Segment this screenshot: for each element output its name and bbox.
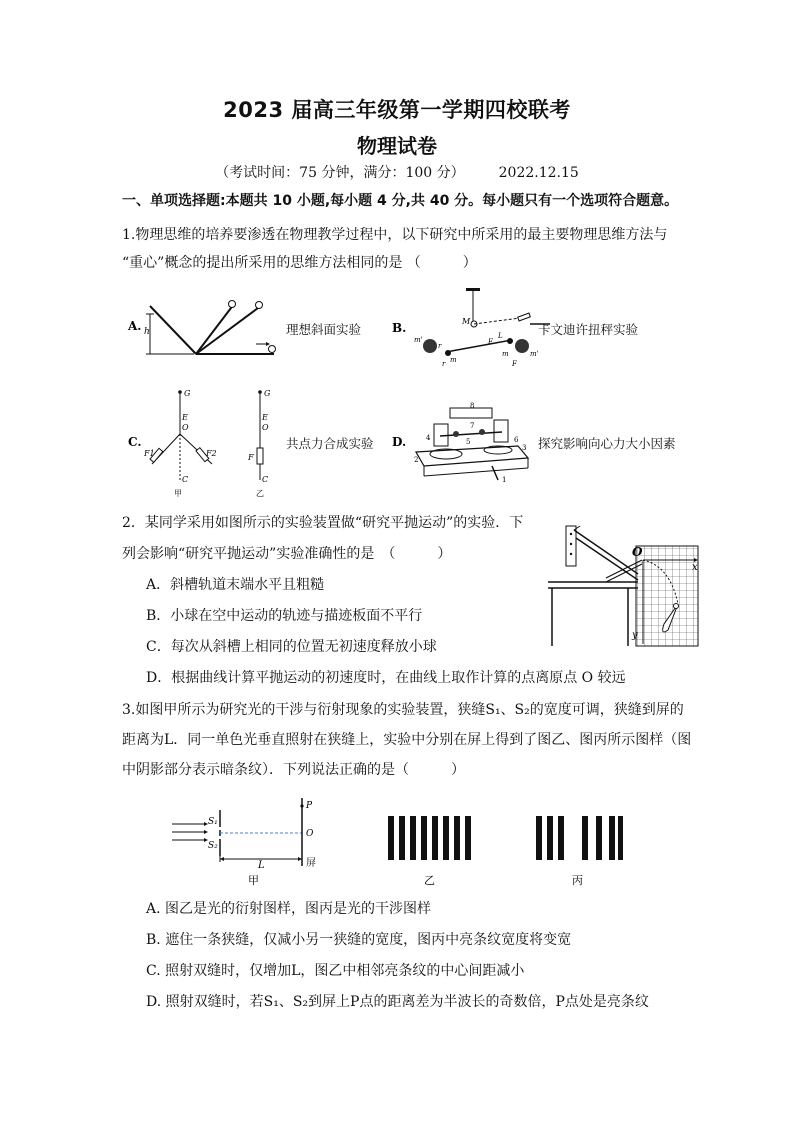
- svg-text:乙: 乙: [256, 489, 264, 498]
- q3-s1-label: S₁: [208, 817, 218, 827]
- svg-text:3: 3: [522, 444, 527, 452]
- svg-text:5: 5: [466, 438, 471, 446]
- svg-text:C: C: [262, 475, 269, 484]
- svg-text:C: C: [182, 475, 189, 484]
- svg-text:G: G: [264, 389, 271, 398]
- q3-jia-label: 甲: [248, 874, 259, 886]
- q2-option-d: D．根据曲线计算平抛运动的初速度时，在曲线上取作计算的点离原点 O 较远: [146, 670, 626, 686]
- svg-text:O: O: [262, 423, 269, 432]
- q2-x-label: x: [692, 562, 698, 573]
- q3-stem-line3: 中阴影部分表示暗条纹）．下列说法正确的是（ ）: [122, 762, 465, 778]
- option-a-letter: A.: [128, 319, 142, 333]
- q1-option-b-caption: 卡文迪许扭秤实验: [538, 322, 639, 337]
- q3-l-label: L: [258, 860, 265, 871]
- svg-text:m: m: [450, 356, 457, 364]
- svg-text:m': m': [530, 350, 539, 358]
- q2-origin-label: O: [632, 545, 643, 559]
- svg-text:6: 6: [514, 436, 519, 444]
- q1-option-d-caption: 探究影响向心力大小因素: [538, 436, 676, 451]
- q3-option-a: A. 图乙是光的衍射图样，图丙是光的干涉图样: [146, 901, 432, 917]
- q3-p-label: P: [306, 801, 313, 811]
- svg-text:m: m: [502, 350, 509, 358]
- svg-text:E: E: [262, 413, 268, 422]
- svg-text:r: r: [442, 360, 446, 368]
- q3-stem-line2: 距离为L．同一单色光垂直照射在狭缝上，实验中分别在屏上得到了图乙、图丙所示图样（图: [122, 732, 692, 748]
- q1-option-a-caption: 理想斜面实验: [286, 322, 362, 337]
- q3-screen-label: 屏: [306, 858, 316, 869]
- q3-option-c: C. 照射双缝时，仅增加L，图乙中相邻亮条纹的中心间距减小: [146, 963, 525, 979]
- q3-o-label: O: [306, 829, 314, 839]
- svg-text:1: 1: [502, 476, 507, 484]
- q2-projectile-figure: [546, 520, 706, 654]
- q1-option-c-figure: [124, 384, 304, 502]
- q1-stem-line2: “重心”概念的提出所采用的思维方法相同的是 （ ）: [122, 255, 477, 271]
- option-d-letter: D.: [392, 435, 407, 449]
- option-a-h-label: h: [144, 327, 150, 337]
- section-heading: 一、单项选择题:本题共 10 小题,每小题 4 分,共 40 分。每小题只有一个选项符合题意。: [122, 193, 679, 209]
- q3-yi-label: 乙: [424, 874, 435, 887]
- svg-text:F2: F2: [206, 449, 217, 458]
- svg-text:F1: F1: [144, 449, 155, 458]
- q2-y-label: y: [632, 630, 638, 641]
- svg-text:G: G: [184, 389, 191, 398]
- q3-bing-label: 丙: [572, 874, 583, 887]
- option-b-letter: B.: [392, 321, 407, 335]
- svg-text:M: M: [462, 317, 471, 326]
- q2-option-a: A．斜槽轨道末端水平且粗糙: [146, 577, 325, 593]
- q1-option-c-caption: 共点力合成实验: [286, 436, 374, 451]
- q1-stem-line1: 1.物理思维的培养要渗透在物理教学过程中，以下研究中所采用的最主要物理思维方法与: [122, 227, 668, 243]
- exam-subtitle: 物理试卷: [357, 134, 437, 158]
- svg-text:r: r: [438, 342, 442, 350]
- q3-figure-jia: [170, 796, 340, 886]
- exam-duration-score: （考试时间：75 分钟，满分：100 分）: [215, 165, 465, 181]
- svg-text:2: 2: [414, 456, 419, 464]
- q3-stem-line1: 3.如图甲所示为研究光的干涉与衍射现象的实验装置，狭缝S₁、S₂的宽度可调，狭缝到屏的: [122, 702, 684, 718]
- svg-text:F: F: [488, 338, 493, 346]
- exam-info: [0, 162, 794, 182]
- q3-s2-label: S₂: [208, 841, 218, 851]
- q2-option-c: C．每次从斜槽上相同的位置无初速度释放小球: [146, 639, 437, 655]
- svg-text:L: L: [498, 332, 503, 340]
- option-c-letter: C.: [128, 435, 142, 449]
- svg-text:甲: 甲: [174, 489, 182, 498]
- svg-text:F: F: [512, 360, 517, 368]
- q3-figure-yi: [386, 812, 472, 892]
- svg-text:E: E: [182, 413, 188, 422]
- svg-text:O: O: [182, 423, 189, 432]
- q3-figure-bing: [534, 812, 624, 892]
- q2-option-b: B．小球在空中运动的轨迹与描迹板面不平行: [146, 608, 423, 624]
- svg-text:4: 4: [426, 434, 431, 442]
- svg-text:8: 8: [470, 402, 475, 410]
- svg-text:F: F: [248, 453, 254, 462]
- svg-text:m': m': [414, 336, 423, 344]
- q2-stem-line1: 2．某同学采用如图所示的实验装置做“研究平抛运动”的实验．下: [122, 515, 524, 531]
- exam-date: 2022.12.15: [498, 165, 579, 181]
- svg-text:7: 7: [470, 422, 475, 430]
- exam-title: 2023 届高三年级第一学期四校联考: [223, 98, 571, 122]
- q3-option-b: B. 遮住一条狭缝，仅减小另一狭缝的宽度，图丙中亮条纹宽度将变宽: [146, 932, 572, 948]
- q1-option-d-figure: [390, 400, 540, 485]
- q3-option-d: D. 照射双缝时，若S₁、S₂到屏上P点的距离差为半波长的奇数倍，P点处是亮条纹: [146, 994, 649, 1010]
- q2-stem-line2: 列会影响“研究平抛运动”实验准确性的是 （ ）: [122, 546, 452, 562]
